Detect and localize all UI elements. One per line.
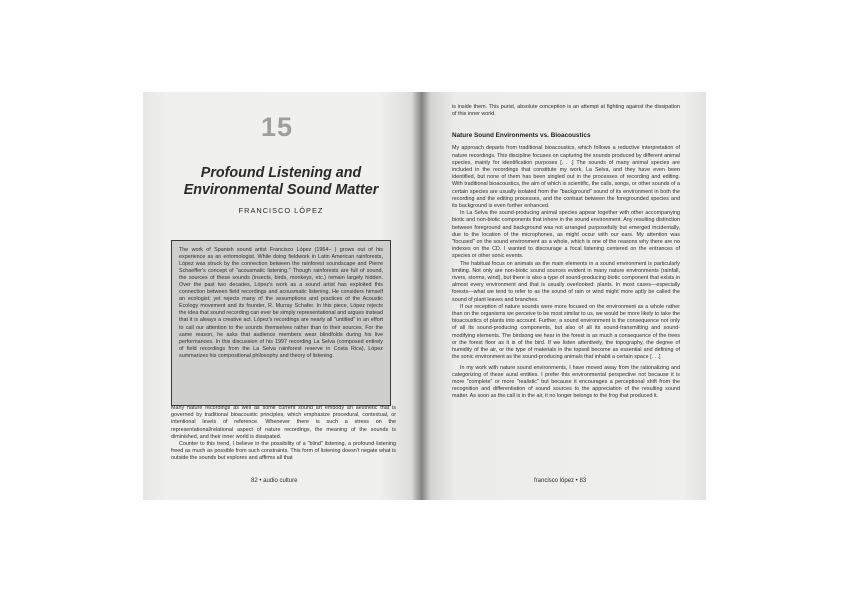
body-paragraph: In my work with nature sound environments, I have moved away from the rationalizing and categorizing of these aural entities. I prefer this environmental perspective not because it is more "complete" or more "realistic" but because it encourages a perceptional shift from the recognition and differentiation of sound sources to the appreciation of the resulting sound matter. As soon as the call is in the air, it no longer belongs to the frog that produced it. — [452, 364, 680, 400]
chapter-title — [163, 165, 399, 199]
chapter-author: FRANCISCO LÓPEZ — [238, 206, 324, 215]
right-page — [421, 92, 706, 500]
book-gutter — [411, 92, 431, 500]
left-page-folio: 82 • audio culture — [251, 478, 298, 484]
open-book — [143, 92, 706, 500]
chapter-title-line-2: Environmental Sound Matter — [183, 182, 379, 198]
body-paragraph: My approach departs from traditional bioacoustics, which follows a reductive interpretation of nature recordings. This discipline focuses on capturing the sounds produced by different animal species, mainly for identification purposes [. . .] The sounds of many animal species are included in the recordings that constitute my work, La Selva, and they have even been identified, but none of them has been singled out in the processes of recording and editing. With traditional bioacoustics, the aim of which is scientific, the calls, songs, or other sounds of a certain species are usually isolated from the "background" sound of its environment in both the recording and the editing processes, and the contrast between the foregrounded species and its background is even further enhanced. — [452, 145, 680, 210]
body-paragraph: Counter to this trend, I believe in the possibility of a "blind" listening, a profound listening freed as much as possible from such constraints. This form of listening doesn't negate what is outside the sounds but explores and affirms all that — [171, 441, 396, 462]
right-body-text — [452, 104, 680, 401]
intro-box — [171, 240, 391, 406]
intro-text: The work of Spanish sound artist Francisco López (1964– ) grows out of his experience as an entomologist. While doing fieldwork in Latin American rainforests, López was struck by the connection between the rainforest soundscape and Pierre Schaeffer's concept of "acousmatic listening." Though rainforests are full of sound, the sources of these sounds (insects, birds, monkeys, etc.) remain largely hidden. Over the past two decades, López's work as a sound artist has exploited this connection between field recordings and acousmatic listening. He considers himself an ecologist; yet rejects many of the assumptions and practices of the Acoustic Ecology movement and its founder, R. Murray Schafer. In this piece, López rejects the idea that sound recording can ever be simply representational and argues instead that it is always a creative act. López's recordings are nearly all "untitled" in an effort to call our attention to the sounds themselves rather than to their sources. For the same reason, he asks that audience members wear blindfolds during his live performances. In this discussion of his 1997 recording La Selva (composed entirely of field recordings from the La Selva rainforest reserve in Costa Rica), López summarizes his compositional philosophy and theory of listening. — [179, 247, 383, 359]
body-paragraph: Many nature recordings as well as some current sound art embody an aesthetic that is governed by traditional bioacoustic principles, which emphasize procedural, contextual, or intentional levels of reference. Whenever there is such a stress on the representational/relational aspect of nature recordings, the meaning of the sounds is diminished, and their inner world is dissipated. — [171, 405, 396, 440]
chapter-number: 15 — [261, 112, 294, 142]
body-paragraph: If our reception of nature sounds were more focused on the environment as a whole rather than on the organisms we perceive to be most similar to us, we would be more likely to take the bioacoustics of plants into account. Further, a sound environment is the consequence not only of all its sound-producing components, but also of all its sound-transmitting and sound-modifying elements. The birdsong we hear in the forest is as much a consequence of the trees or the forest floor as it is of the bird. If we listen attentively, the topography, the degree of humidity of the air, or the type of materials in the topsoil become as essential and defining of the sonic environment as the sound-producing animals that inhabit a certain space [. . .] — [452, 303, 680, 361]
left-body-text — [171, 405, 396, 463]
chapter-title-line-1: Profound Listening and — [200, 165, 362, 181]
right-page-folio: francisco lópez • 83 — [534, 478, 587, 484]
left-page — [143, 92, 421, 500]
body-paragraph: The habitual focus on animals as the main elements in a sound environment is particularly limiting. Not only are non-biotic sound sources evident in many nature environments (rainfall, rivers, storms, wind), but there is also a type of sound-producing biotic component that exists in almost every environment and that is usually overlooked: plants. In most cases—especially forests—what we tend to refer to as the sound of rain or wind might more aptly be called the sound of plant leaves and branches. — [452, 260, 680, 303]
continued-paragraph: is inside them. This purist, absolute conception is an attempt at fighting against the dissipation of this inner world. — [452, 104, 680, 118]
section-heading: Nature Sound Environments vs. Bioacoustics — [452, 132, 591, 140]
body-paragraph: In La Selva the sound-producing animal species appear together with other accompanying biotic and non-biotic components that inhere in the sound environment. Any resulting distinction between foreground and background was not arranged purposefully but emerged incidentally, due to the location of the microphones, as might occur with our ears. My attention was "focused" on the sound environment as a whole, which is one of the reasons why there are no indexes on the CD. I wanted to discourage a focal listening centered on the entrances of species or other sonic events. — [452, 210, 680, 260]
